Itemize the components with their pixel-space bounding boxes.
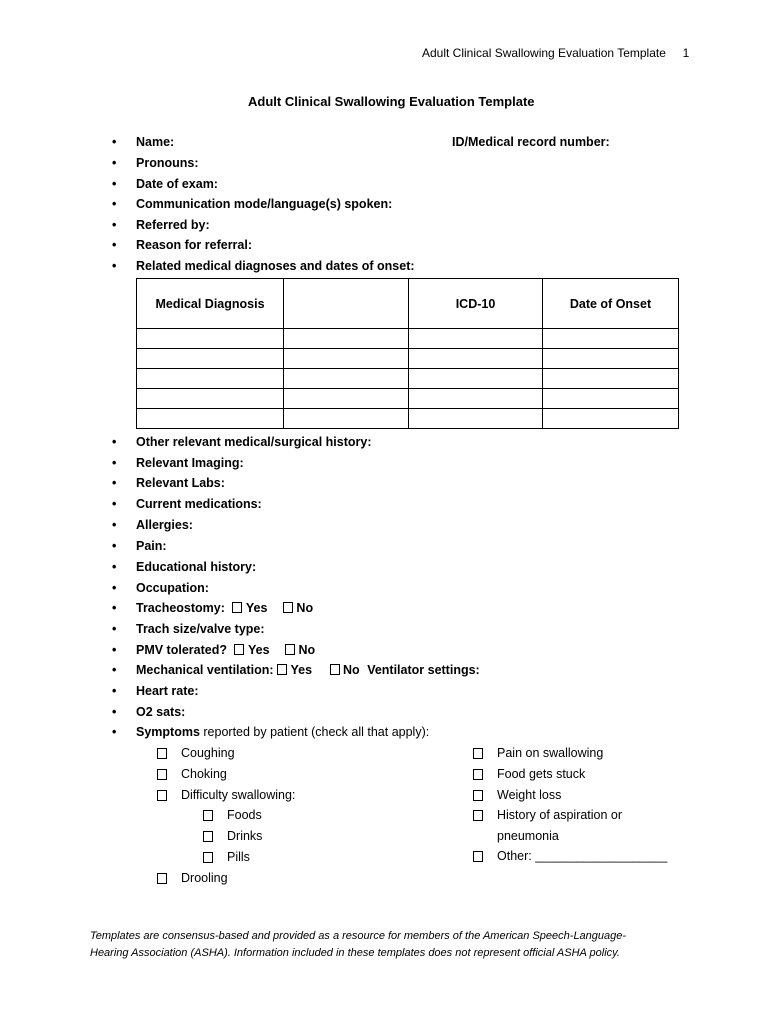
footer-line: Hearing Association (ASHA). Information included in these templates does not represent official ASHA policy. xyxy=(90,947,620,959)
footer-disclaimer xyxy=(90,928,690,962)
header-medical-diagnosis: Medical Diagnosis xyxy=(137,279,284,329)
header-blank xyxy=(284,279,409,329)
option-label: No xyxy=(296,601,314,615)
field-label: Referred by: xyxy=(136,218,210,232)
diagnosis-table xyxy=(136,278,679,429)
table-cell[interactable] xyxy=(543,409,679,429)
table-cell[interactable] xyxy=(409,389,543,409)
history-of-aspiration-checkbox[interactable] xyxy=(473,810,483,821)
field-label: Name: xyxy=(136,135,175,149)
field-label: Tracheostomy: xyxy=(136,601,225,615)
field-label: O2 sats: xyxy=(136,705,186,719)
table-cell[interactable] xyxy=(543,329,679,349)
table-row xyxy=(137,349,679,369)
table-cell[interactable] xyxy=(284,409,409,429)
table-cell[interactable] xyxy=(409,349,543,369)
field-label: Relevant Labs: xyxy=(136,476,225,490)
page-number: 1 xyxy=(682,46,690,60)
option-label: Yes xyxy=(247,643,270,657)
field-label: PMV tolerated? xyxy=(136,643,227,657)
symptom-label: Coughing xyxy=(181,746,235,760)
table-cell[interactable] xyxy=(284,389,409,409)
field-label: Allergies: xyxy=(136,518,193,532)
symptom-label: Pills xyxy=(227,850,250,864)
symptom-label-continued: pneumonia xyxy=(497,829,559,843)
option-label: No xyxy=(298,643,316,657)
mech-vent-yes-checkbox[interactable] xyxy=(277,664,287,675)
table-row xyxy=(137,369,679,389)
pmv-yes-checkbox[interactable] xyxy=(234,644,244,655)
field-label: Pain: xyxy=(136,539,167,553)
table-row xyxy=(137,329,679,349)
tracheostomy-no-checkbox[interactable] xyxy=(283,602,293,613)
table-row xyxy=(137,389,679,409)
pmv-no-checkbox[interactable] xyxy=(285,644,295,655)
weight-loss-checkbox[interactable] xyxy=(473,790,483,801)
table-cell[interactable] xyxy=(409,409,543,429)
table-cell[interactable] xyxy=(137,369,284,389)
table-cell[interactable] xyxy=(284,369,409,389)
pain-on-swallowing-checkbox[interactable] xyxy=(473,748,483,759)
field-label: Trach size/valve type: xyxy=(136,622,265,636)
foods-checkbox[interactable] xyxy=(203,810,213,821)
field-label: Relevant Imaging: xyxy=(136,456,244,470)
field-label: Heart rate: xyxy=(136,684,199,698)
field-label: Pronouns: xyxy=(136,156,199,170)
symptoms-label-rest: reported by patient (check all that apply): xyxy=(203,725,430,739)
field-label: Communication mode/language(s) spoken: xyxy=(136,197,393,211)
footer-line: Templates are consensus-based and provided as a resource for members of the American Speech-Language- xyxy=(90,930,627,942)
field-label: Other relevant medical/surgical history: xyxy=(136,435,372,449)
field-label: Occupation: xyxy=(136,581,209,595)
table-cell[interactable] xyxy=(409,329,543,349)
header-icd-10: ICD-10 xyxy=(409,279,543,329)
symptom-label: Difficulty swallowing: xyxy=(181,788,296,802)
symptom-label: Drooling xyxy=(181,871,228,885)
symptom-label: History of aspiration or xyxy=(497,808,623,822)
field-label: Related medical diagnoses and dates of onset: xyxy=(136,259,415,273)
running-header xyxy=(422,46,689,60)
option-label: No xyxy=(343,663,360,677)
field-label: Current medications: xyxy=(136,497,262,511)
field-label: Educational history: xyxy=(136,560,257,574)
symptom-label: Drinks xyxy=(227,829,263,843)
symptom-label: Other: ___________________ xyxy=(497,849,668,863)
drooling-checkbox[interactable] xyxy=(157,873,167,884)
tracheostomy-yes-checkbox[interactable] xyxy=(232,602,242,613)
field-label: Reason for referral: xyxy=(136,238,253,252)
field-label: Mechanical ventilation: xyxy=(136,663,274,677)
field-id-medical-record: ID/Medical record number: xyxy=(452,135,610,149)
symptom-label: Pain on swallowing xyxy=(497,746,604,760)
drinks-checkbox[interactable] xyxy=(203,831,213,842)
table-cell[interactable] xyxy=(284,329,409,349)
table-header-row xyxy=(137,279,679,329)
field-label: Date of exam: xyxy=(136,177,218,191)
food-gets-stuck-checkbox[interactable] xyxy=(473,769,483,780)
table-cell[interactable] xyxy=(543,349,679,369)
table-cell[interactable] xyxy=(543,369,679,389)
header-date-of-onset: Date of Onset xyxy=(543,279,679,329)
other-checkbox[interactable] xyxy=(473,851,483,862)
table-cell[interactable] xyxy=(543,389,679,409)
symptom-label: Weight loss xyxy=(497,788,562,802)
symptoms-label-bold: Symptoms xyxy=(136,725,200,739)
difficulty-swallowing-checkbox[interactable] xyxy=(157,790,167,801)
table-row xyxy=(137,409,679,429)
table-cell[interactable] xyxy=(284,349,409,369)
coughing-checkbox[interactable] xyxy=(157,748,167,759)
ventilator-settings-label: Ventilator settings: xyxy=(367,663,480,677)
table-cell[interactable] xyxy=(137,349,284,369)
table-cell[interactable] xyxy=(409,369,543,389)
option-label: Yes xyxy=(290,663,313,677)
table-cell[interactable] xyxy=(137,329,284,349)
choking-checkbox[interactable] xyxy=(157,769,167,780)
symptom-label: Foods xyxy=(227,808,262,822)
running-header-title: Adult Clinical Swallowing Evaluation Template xyxy=(422,46,666,60)
mech-vent-no-checkbox[interactable] xyxy=(330,664,340,675)
pills-checkbox[interactable] xyxy=(203,852,213,863)
table-cell[interactable] xyxy=(137,389,284,409)
table-cell[interactable] xyxy=(137,409,284,429)
symptom-label: Choking xyxy=(181,767,227,781)
page-title: Adult Clinical Swallowing Evaluation Template xyxy=(248,94,535,109)
symptom-label: Food gets stuck xyxy=(497,767,586,781)
option-label: Yes xyxy=(245,601,268,615)
